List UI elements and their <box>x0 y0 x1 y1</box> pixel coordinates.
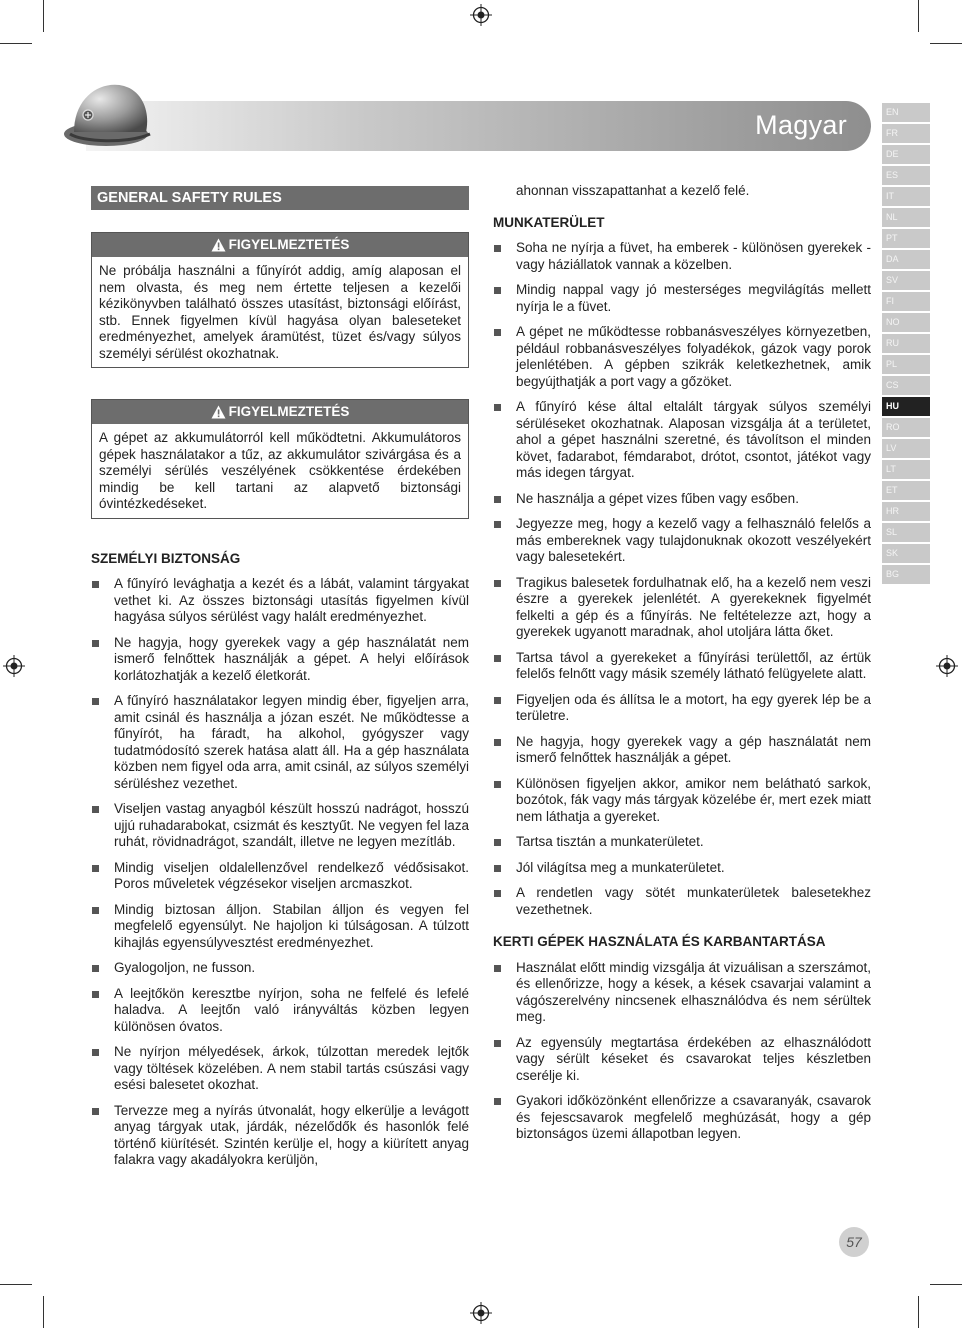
list-item: Használat előtt mindig vizsgálja át vizuálisan a szerszámot, és ellenőrizze, hogy a kések, a kések csavarjai valamint a vágószerelvény nincsenek elhasználódva és nem sérültek meg. <box>493 960 871 1026</box>
warning-text: Ne próbálja használni a fűnyírót addig, amíg alaposan el nem olvasta, és meg nem értette teljesen a kezelői kézikönyvben található összes utasítást, biztonsági előírást, stb. Ennek figyelmen kívül hagyása olyan baleseteket eredményezhet, amelyek áramütést, tüzet és/vagy súlyos személyi sérülést okozhatnak. <box>99 263 461 361</box>
warning-title: FIGYELMEZTETÉS <box>228 237 350 252</box>
language-tab-bg: BG <box>882 565 930 584</box>
language-index <box>882 103 930 586</box>
crop-mark <box>0 1284 32 1285</box>
list-item: A fűnyíró kése által eltalált tárgyak súlyos személyi sérüléseket okozhatnak. Alaposan vizsgálja át a területet, ahol a gépet használni szeretné, és távolítson el minden követ, fadarabot, fémdarabot, drótot, csontot, játékot vagy más idegen tárgyat. <box>493 399 871 482</box>
work-area-heading: MUNKATERÜLET <box>493 214 605 230</box>
warning-header <box>92 233 468 257</box>
language-tab-sk: SK <box>882 544 930 563</box>
crop-mark <box>918 1296 919 1328</box>
language-tab-ru: RU <box>882 334 930 353</box>
list-item: A fűnyíró levághatja a kezét és a lábát, valamint tárgyakat vethet ki. Az összes biztonsági utasítás figyelmen kívül hagyása súlyos sérülést vagy halált eredményezhet. <box>91 576 469 626</box>
list-item: Tervezze meg a nyírás útvonalát, hogy elkerülje a levágott anyag tárgyak utak, járdák, nézelődők és hasonlók felé történő kiürítését. Szintén kerülje el, hogy a kiürített anyag falakra vagy akadályokra kerüljön, <box>91 1103 469 1169</box>
crop-mark <box>43 1296 44 1328</box>
crop-mark <box>918 0 919 32</box>
personal-safety-list <box>91 576 469 1169</box>
registration-mark-icon <box>936 655 958 677</box>
registration-mark-icon <box>470 4 492 26</box>
registration-mark-icon <box>470 1302 492 1324</box>
safety-helmet-icon <box>62 76 154 152</box>
list-item: Különösen figyeljen akkor, amikor nem belátható sarkok, bozótok, fák vagy más tárgyak közelébe ér, mert ezek miatt nem láthatja a gyereket. <box>493 776 871 826</box>
garden-tools-heading: KERTI GÉPEK HASZNÁLATA ÉS KARBANTARTÁSA <box>493 934 826 949</box>
language-tab-de: DE <box>882 145 930 164</box>
list-item: A leejtőkön keresztbe nyírjon, soha ne felfelé és lefelé haladva. A leejtőn való irányváltás közben legyen különösen óvatos. <box>91 986 469 1036</box>
language-tab-es: ES <box>882 166 930 185</box>
language-tab-sv: SV <box>882 271 930 290</box>
list-item: Figyeljen oda és állítsa le a motort, ha egy gyerek lép be a területre. <box>493 692 871 725</box>
language-tab-it: IT <box>882 187 930 206</box>
crop-mark <box>930 43 962 44</box>
list-item: Tartsa tisztán a munkaterületet. <box>493 834 871 851</box>
garden-tools-list <box>493 960 871 1143</box>
language-tab-ro: RO <box>882 418 930 437</box>
page-language-title: Magyar <box>755 110 847 140</box>
continued-text: ahonnan visszapattanhat a kezelő felé. <box>516 183 750 198</box>
warning-text: A gépet az akkumulátorról kell működtetni. Akkumulátoros gépek használatakor a tűz, az akkumulátor szivárgása és a személyi sérülés veszélyének csökkentése érdekében mindig be kell tartani az alapvető biztonsági óvintézkedéseket. <box>99 430 461 511</box>
language-tab-et: ET <box>882 481 930 500</box>
list-item: Soha ne nyírja a füvet, ha emberek - különösen gyerekek - vagy háziállatok vannak a közelben. <box>493 240 871 273</box>
language-tab-lt: LT <box>882 460 930 479</box>
warning-box <box>91 399 469 519</box>
language-tab-hr: HR <box>882 502 930 521</box>
crop-mark <box>930 1284 962 1285</box>
list-item: Ne hagyja, hogy gyerekek vagy a gép használatát nem ismerő felnőttek használják a gépet. A helyi előírások korlátozhatják a kezelő életkorát. <box>91 635 469 685</box>
language-tab-pt: PT <box>882 229 930 248</box>
list-item: A rendetlen vagy sötét munkaterületek balesetekhez vezethetnek. <box>493 885 871 918</box>
list-item: Mindig biztosan álljon. Stabilan álljon és vegyen fel megfelelő egyensúlyt. Ne hajoljon ki túlságosan. A túlzott kihajlás egyensúlyvesztést eredményezhet. <box>91 902 469 952</box>
language-tab-pl: PL <box>882 355 930 374</box>
warning-triangle-icon <box>211 405 226 419</box>
list-item: Ne hagyja, hogy gyerekek vagy a gép használatát nem ismerő felnőttek használják a gépet. <box>493 734 871 767</box>
language-tab-nl: NL <box>882 208 930 227</box>
list-item: A gépet ne működtesse robbanásveszélyes környezetben, például robbanásveszélyes folyadékok, gázok vagy porok jelenlétében. A gépben szikrák keletkezhetnek, amik begyújthatják a port vagy a gőzöket. <box>493 324 871 390</box>
warning-box <box>91 232 469 368</box>
list-item: Jól világítsa meg a munkaterületet. <box>493 860 871 877</box>
language-tab-fi: FI <box>882 292 930 311</box>
list-item: A fűnyíró használatakor legyen mindig éber, figyeljen arra, amit csinál és használja a józan eszét. Ne működtesse a fűnyírót, ha fáradt, ha alkohol, gyógyszer vagy tudatmódosító szerek hatása alatt áll. Ha a gép használata közben nem figyel oda arra, amit csinál, az súlyos személyi sérüléshez vezethet. <box>91 693 469 792</box>
work-area-list <box>493 240 871 918</box>
list-item: Tartsa távol a gyerekeket a fűnyírási területtől, az értük felelős felnőtt vagy másik személy látható felügyelete alatt. <box>493 650 871 683</box>
right-column <box>493 183 871 1143</box>
list-item: Gyakori időközönként ellenőrizze a csavaranyák, csavarok és fejescsavarok megfelelő meghúzását, hogy a gép biztonságos üzemi állapotban legyen. <box>493 1093 871 1143</box>
registration-mark-icon <box>3 655 25 677</box>
language-tab-da: DA <box>882 250 930 269</box>
list-item: Az egyensúly megtartása érdekében az elhasználódott vagy sérült késeket és csavarokat teljes készletben cserélje ki. <box>493 1035 871 1085</box>
crop-mark <box>43 0 44 32</box>
language-tab-hu: HU <box>882 397 930 416</box>
language-tab-sl: SL <box>882 523 930 542</box>
list-item: Viseljen vastag anyagból készült hosszú nadrágot, hosszú ujjú ruhadarabokat, csizmát és kesztyűt. Ne vegyen fel laza ruhát, rövidnadrágot, szandált, illetve ne legyen mezítláb. <box>91 801 469 851</box>
warning-title: FIGYELMEZTETÉS <box>228 404 350 419</box>
list-item: Mindig viseljen oldalellenzővel rendelkező védősisakot. Poros műveletek végzésekor viseljen arcmaszkot. <box>91 860 469 893</box>
language-tab-fr: FR <box>882 124 930 143</box>
warning-triangle-icon <box>211 238 226 252</box>
crop-mark <box>0 43 32 44</box>
list-item: Ne használja a gépet vizes fűben vagy esőben. <box>493 491 871 508</box>
section-title: GENERAL SAFETY RULES <box>91 186 469 210</box>
left-column <box>91 186 469 1169</box>
personal-safety-heading: SZEMÉLYI BIZTONSÁG <box>91 550 241 566</box>
header-banner <box>86 101 871 151</box>
list-item: Ne nyírjon mélyedések, árkok, túlzottan meredek lejtők vagy töltések közelében. A nem stabil tartás csúszási vagy esési balesetet okozhat. <box>91 1044 469 1094</box>
list-item: Tragikus balesetek fordulhatnak elő, ha a kezelő nem veszi észre a gyerekek jelenlétét. A gyerekeknek figyelmét felkelti a gép és a fűnyírás. Ne feltételezze azt, hogy a gyerekek ugyanott maradnak, ahol utoljára látta őket. <box>493 575 871 641</box>
list-item: Gyalogoljon, ne fusson. <box>91 960 469 977</box>
page-number: 57 <box>839 1227 869 1257</box>
language-tab-cs: CS <box>882 376 930 395</box>
list-item: Jegyezze meg, hogy a kezelő vagy a felhasználó felelős a más embereknek vagy tulajdonuknak okozott veszélyekért vagy balesetekért. <box>493 516 871 566</box>
language-tab-no: NO <box>882 313 930 332</box>
language-tab-en: EN <box>882 103 930 122</box>
warning-header <box>92 400 468 424</box>
language-tab-lv: LV <box>882 439 930 458</box>
list-item: Mindig nappal vagy jó mesterséges megvilágítás mellett nyírja le a füvet. <box>493 282 871 315</box>
